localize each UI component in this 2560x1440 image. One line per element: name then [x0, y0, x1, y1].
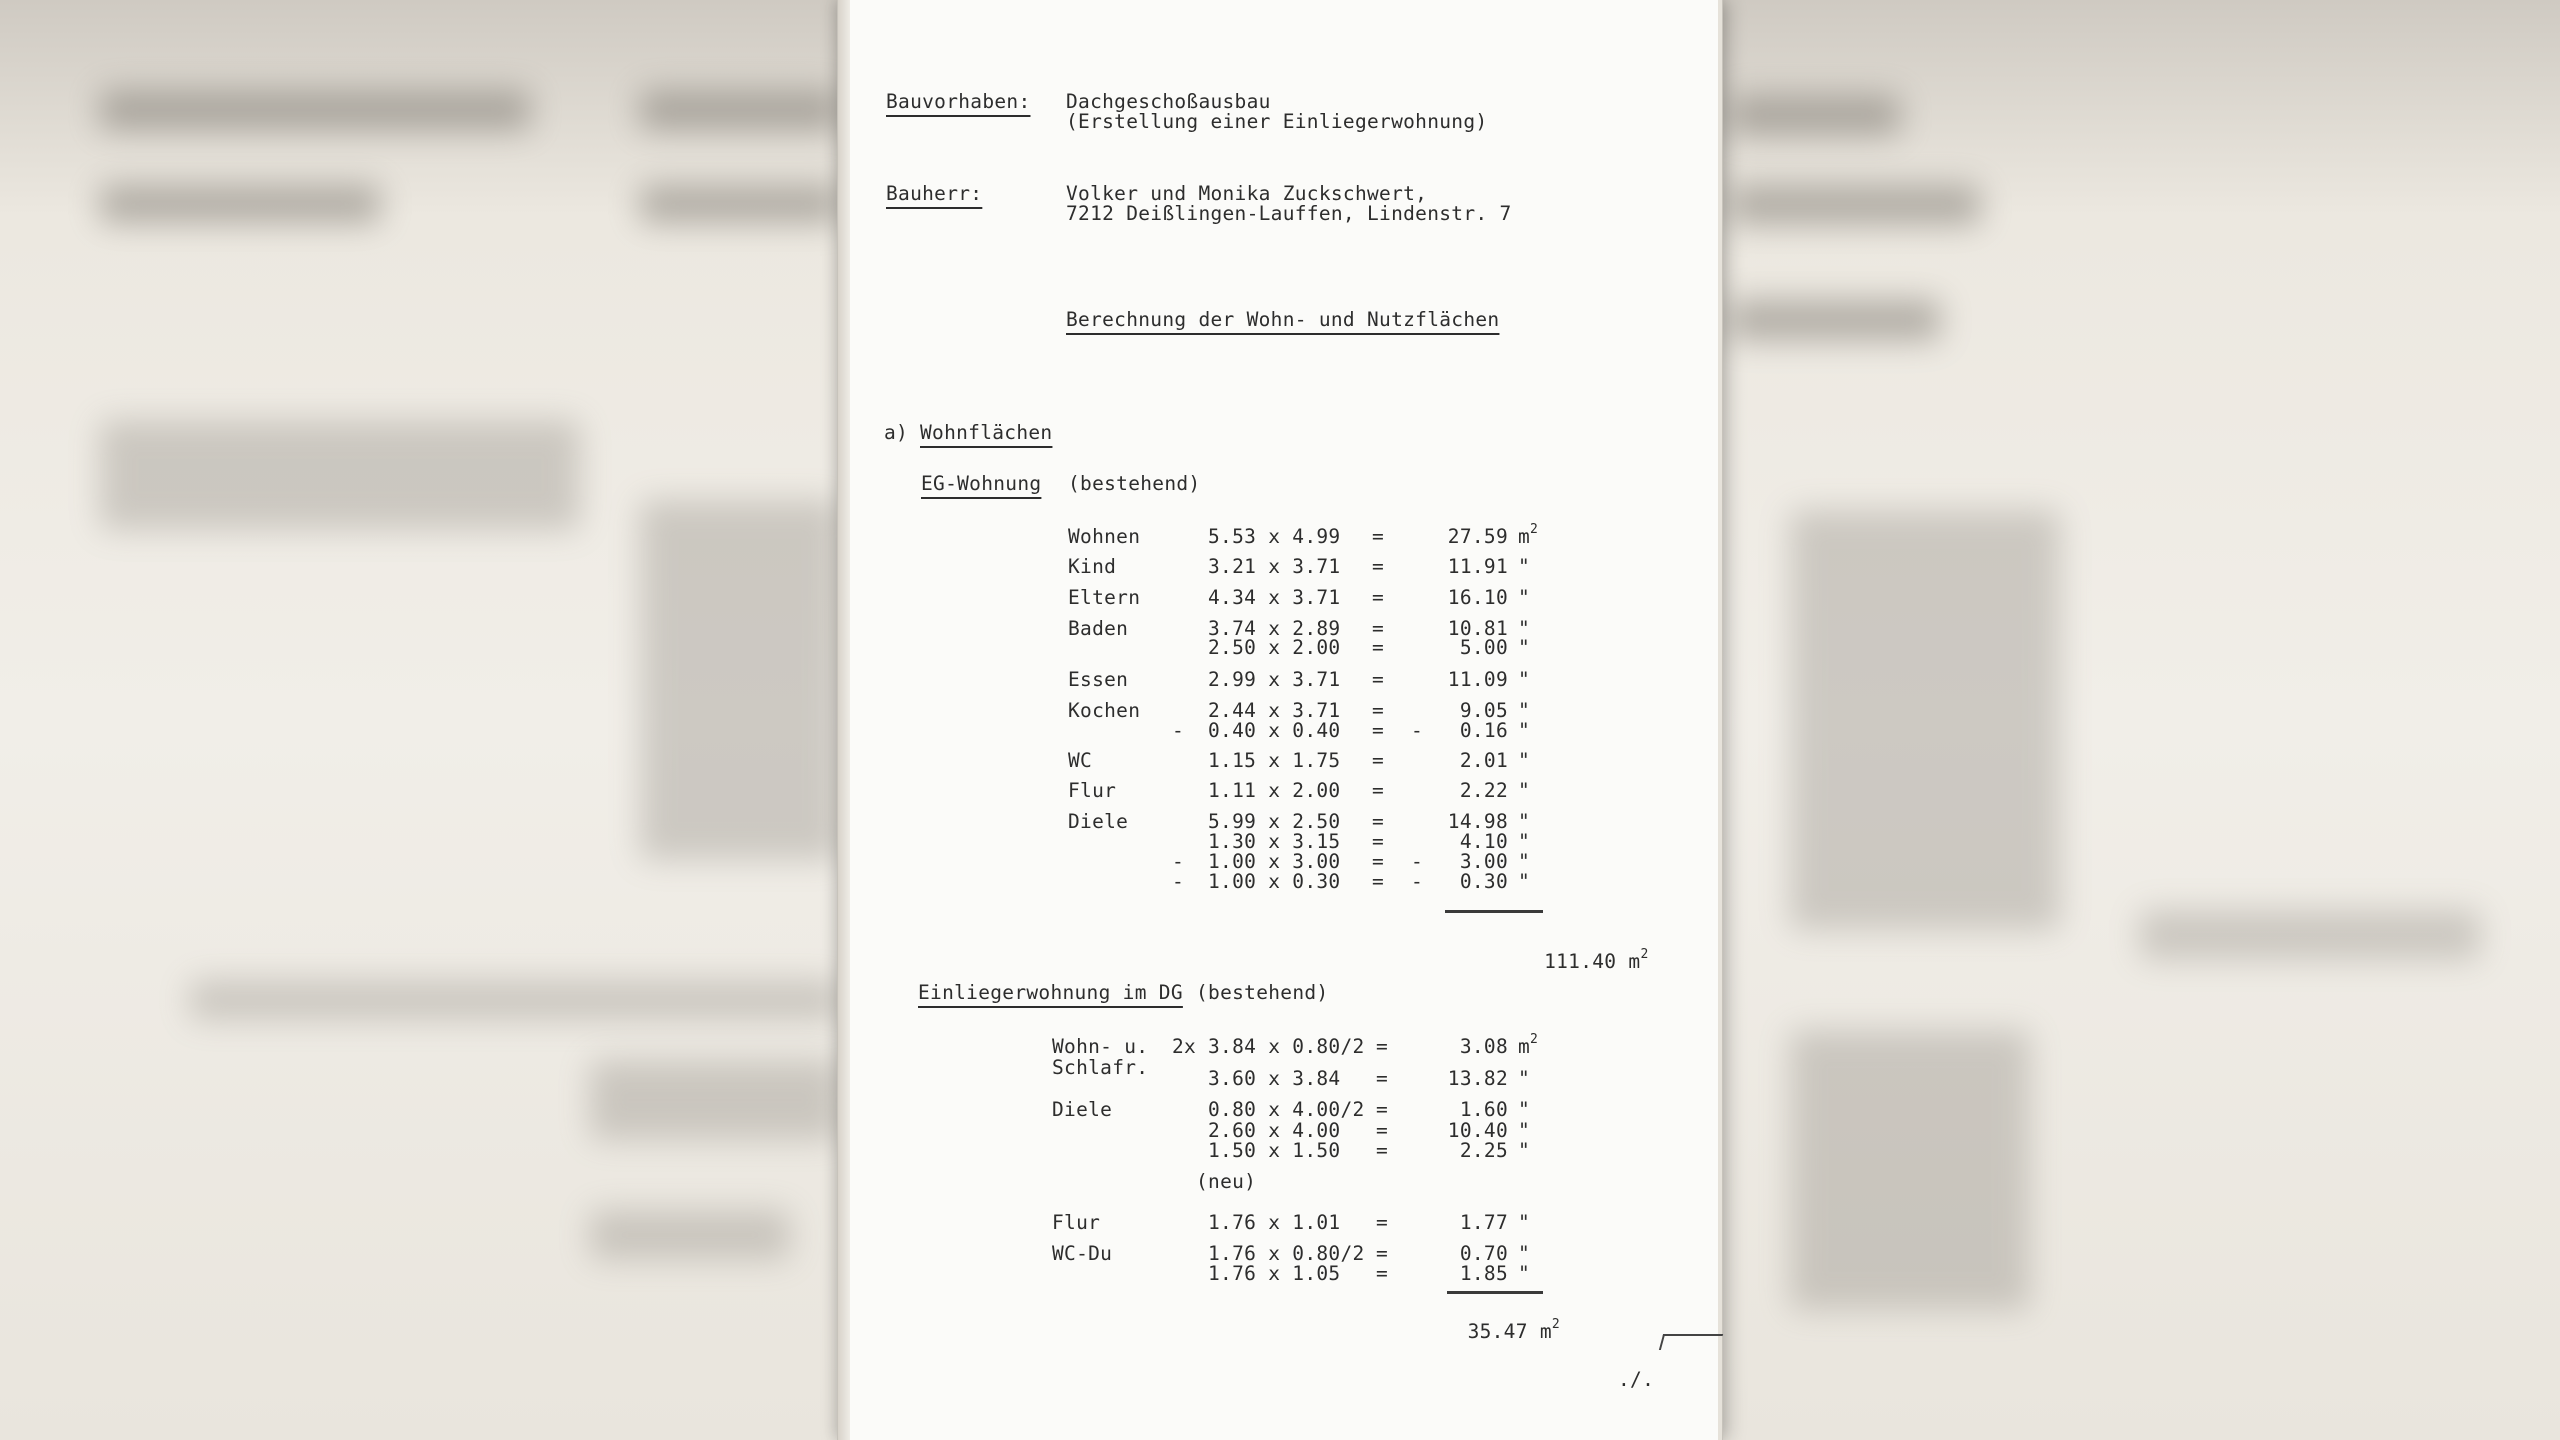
eg-note: (bestehend) — [1068, 472, 1201, 495]
room-name: Schlafr. — [1052, 1056, 1149, 1079]
result-value: 5.00 — [1459, 636, 1508, 659]
document-title: Berechnung der Wohn- und Nutzflächen — [1066, 308, 1500, 331]
equals-sign: = — [1372, 749, 1385, 772]
unit-text: " — [1518, 870, 1531, 893]
room-name: Flur — [1052, 1211, 1101, 1234]
calculation: 1.76 x 0.80/2 — [1208, 1242, 1365, 1265]
calculation: 1.15 x 1.75 — [1208, 749, 1341, 772]
result-minus: - — [1411, 850, 1424, 873]
equals-sign: = — [1376, 1035, 1389, 1058]
result-value: 14.98 — [1447, 810, 1508, 833]
unit — [1518, 1264, 1530, 1284]
unit-text: " — [1518, 1262, 1531, 1285]
unit-text: " — [1518, 1139, 1531, 1162]
continuation-mark: ./. — [1618, 1368, 1655, 1391]
equals-sign: = — [1372, 870, 1385, 893]
equals-sign: = — [1372, 779, 1385, 802]
calculation: 1.30 x 3.15 — [1208, 830, 1341, 853]
calculation: 3.21 x 3.71 — [1208, 555, 1341, 578]
room-name: Diele — [1052, 1098, 1113, 1121]
bauherr-line2: 7212 Deißlingen-Lauffen, Lindenstr. 7 — [1066, 202, 1512, 225]
unit-text: " — [1518, 1067, 1531, 1090]
dg-total-unit: m — [1539, 1319, 1552, 1343]
result-value: 2.25 — [1459, 1139, 1508, 1162]
section-marker: a) — [884, 421, 909, 444]
unit — [1518, 1141, 1530, 1161]
equals-sign: = — [1372, 810, 1385, 833]
calculation: 5.99 x 2.50 — [1208, 810, 1341, 833]
unit — [1518, 557, 1530, 577]
result-value: 0.16 — [1459, 719, 1508, 742]
unit-text: " — [1518, 1098, 1531, 1121]
unit-text: " — [1518, 668, 1531, 691]
calculation: 2.99 x 3.71 — [1208, 668, 1341, 691]
result-value: 0.30 — [1459, 870, 1508, 893]
equals-sign: = — [1372, 850, 1385, 873]
bauherr-line1: Volker und Monika Zuckschwert, — [1066, 182, 1428, 205]
unit-text: m — [1518, 525, 1531, 548]
eg-total-sup: 2 — [1640, 946, 1649, 962]
unit-text: " — [1518, 636, 1531, 659]
minus-sign: - — [1172, 850, 1185, 873]
unit — [1518, 1213, 1530, 1233]
calculation: 4.34 x 3.71 — [1208, 586, 1341, 609]
unit-text: " — [1518, 617, 1531, 640]
calculation: 2.50 x 2.00 — [1208, 636, 1341, 659]
dg-total-sup: 2 — [1551, 1316, 1560, 1332]
unit — [1518, 1032, 1539, 1058]
unit-text: " — [1518, 719, 1531, 742]
unit-text: " — [1518, 779, 1531, 802]
unit — [1518, 588, 1530, 608]
result-value: 11.91 — [1447, 555, 1508, 578]
equals-sign: = — [1376, 1098, 1389, 1121]
calculation: 1.11 x 2.00 — [1208, 779, 1341, 802]
calculation: 5.53 x 4.99 — [1208, 525, 1341, 548]
unit-text: " — [1518, 1211, 1531, 1234]
equals-sign: = — [1376, 1139, 1389, 1162]
result-value: 0.70 — [1459, 1242, 1508, 1265]
calculation: 3.60 x 3.84 — [1208, 1067, 1341, 1090]
unit-superscript: 2 — [1530, 1032, 1539, 1047]
bauvorhaben-line1: Dachgeschoßausbau — [1066, 90, 1271, 113]
result-value: 9.05 — [1459, 699, 1508, 722]
room-name: Wohn- u. — [1052, 1035, 1149, 1058]
result-value: 2.22 — [1459, 779, 1508, 802]
result-value: 11.09 — [1447, 668, 1508, 691]
result-value: 13.82 — [1447, 1067, 1508, 1090]
equals-sign: = — [1372, 699, 1385, 722]
equals-sign: = — [1376, 1211, 1389, 1234]
calculation: 1.00 x 0.30 — [1208, 870, 1341, 893]
equals-sign: = — [1372, 555, 1385, 578]
bauvorhaben-line2: (Erstellung einer Einliegerwohnung) — [1066, 110, 1488, 133]
equals-sign: = — [1372, 719, 1385, 742]
room-name: Wohnen — [1068, 525, 1141, 548]
unit — [1518, 832, 1530, 852]
multiplier: 2x — [1172, 1035, 1197, 1058]
calculation: 0.80 x 4.00/2 — [1208, 1098, 1365, 1121]
result-minus: - — [1411, 719, 1424, 742]
eg-sum-rule — [1445, 910, 1543, 913]
unit — [1518, 852, 1530, 872]
unit — [1518, 670, 1530, 690]
result-value: 16.10 — [1447, 586, 1508, 609]
calculation: 1.50 x 1.50 — [1208, 1139, 1341, 1162]
result-value: 27.59 — [1447, 525, 1508, 548]
calculation: 2.44 x 3.71 — [1208, 699, 1341, 722]
unit — [1518, 1069, 1530, 1089]
result-value: 1.60 — [1459, 1098, 1508, 1121]
dg-note: (bestehend) — [1196, 981, 1329, 1004]
minus-sign: - — [1172, 719, 1185, 742]
unit-text: " — [1518, 586, 1531, 609]
result-value: 4.10 — [1459, 830, 1508, 853]
result-value: 3.08 — [1459, 1035, 1508, 1058]
unit-text: m — [1518, 1035, 1531, 1058]
result-value: 1.85 — [1459, 1262, 1508, 1285]
room-name: WC-Du — [1052, 1242, 1113, 1265]
room-name: Eltern — [1068, 586, 1141, 609]
dg-sum-rule — [1447, 1291, 1543, 1294]
result-value: 2.01 — [1459, 749, 1508, 772]
unit — [1518, 812, 1530, 832]
dg-total — [1430, 1302, 1560, 1341]
unit — [1518, 701, 1530, 721]
equals-sign: = — [1372, 830, 1385, 853]
unit — [1518, 638, 1530, 658]
equals-sign: = — [1376, 1119, 1389, 1142]
room-name: Diele — [1068, 810, 1129, 833]
result-value: 10.40 — [1447, 1119, 1508, 1142]
calculation: 1.76 x 1.01 — [1208, 1211, 1341, 1234]
equals-sign: = — [1376, 1242, 1389, 1265]
minus-sign: - — [1172, 870, 1185, 893]
room-name: Baden — [1068, 617, 1129, 640]
unit — [1518, 751, 1530, 771]
unit-text: " — [1518, 699, 1531, 722]
eg-total-unit: m — [1628, 949, 1641, 973]
calculation: 3.84 x 0.80/2 — [1208, 1035, 1365, 1058]
room-name: Flur — [1068, 779, 1117, 802]
unit-text: " — [1518, 850, 1531, 873]
room-name: Kind — [1068, 555, 1117, 578]
equals-sign: = — [1372, 636, 1385, 659]
page-corner-mark — [1659, 1334, 1723, 1350]
calculation: 2.60 x 4.00 — [1208, 1119, 1341, 1142]
room-name: Essen — [1068, 668, 1129, 691]
bauvorhaben-label: Bauvorhaben: — [886, 90, 1031, 113]
calculation: 1.76 x 1.05 — [1208, 1262, 1341, 1285]
bauherr-label: Bauherr: — [886, 182, 983, 205]
eg-heading: EG-Wohnung — [921, 472, 1042, 495]
calculation: 1.00 x 3.00 — [1208, 850, 1341, 873]
equals-sign: = — [1372, 617, 1385, 640]
room-name: WC — [1068, 749, 1093, 772]
unit-text: " — [1518, 1119, 1531, 1142]
unit — [1518, 1244, 1530, 1264]
result-value: 10.81 — [1447, 617, 1508, 640]
section-heading: Wohnflächen — [920, 421, 1053, 444]
calculation: 3.74 x 2.89 — [1208, 617, 1341, 640]
result-value: 3.00 — [1459, 850, 1508, 873]
equals-sign: = — [1372, 668, 1385, 691]
calculation: 0.40 x 0.40 — [1208, 719, 1341, 742]
room-name: Kochen — [1068, 699, 1141, 722]
equals-sign: = — [1372, 525, 1385, 548]
equals-sign: = — [1372, 586, 1385, 609]
result-value: 1.77 — [1459, 1211, 1508, 1234]
unit-text: " — [1518, 1242, 1531, 1265]
dg-neu-label: (neu) — [1196, 1170, 1257, 1193]
unit-text: " — [1518, 749, 1531, 772]
dg-heading: Einliegerwohnung im DG — [918, 981, 1183, 1004]
unit — [1518, 1100, 1530, 1120]
dg-total-value: 35.47 — [1467, 1319, 1528, 1343]
result-minus: - — [1411, 870, 1424, 893]
equals-sign: = — [1376, 1262, 1389, 1285]
unit-text: " — [1518, 555, 1531, 578]
eg-total — [1520, 932, 1649, 973]
unit — [1518, 781, 1530, 801]
unit-superscript: 2 — [1530, 522, 1539, 537]
unit-text: " — [1518, 830, 1531, 853]
unit — [1518, 872, 1530, 892]
unit-text: " — [1518, 810, 1531, 833]
unit — [1518, 522, 1539, 548]
unit — [1518, 1121, 1530, 1141]
eg-total-value: 111.40 — [1544, 949, 1617, 973]
equals-sign: = — [1376, 1067, 1389, 1090]
unit — [1518, 721, 1530, 741]
